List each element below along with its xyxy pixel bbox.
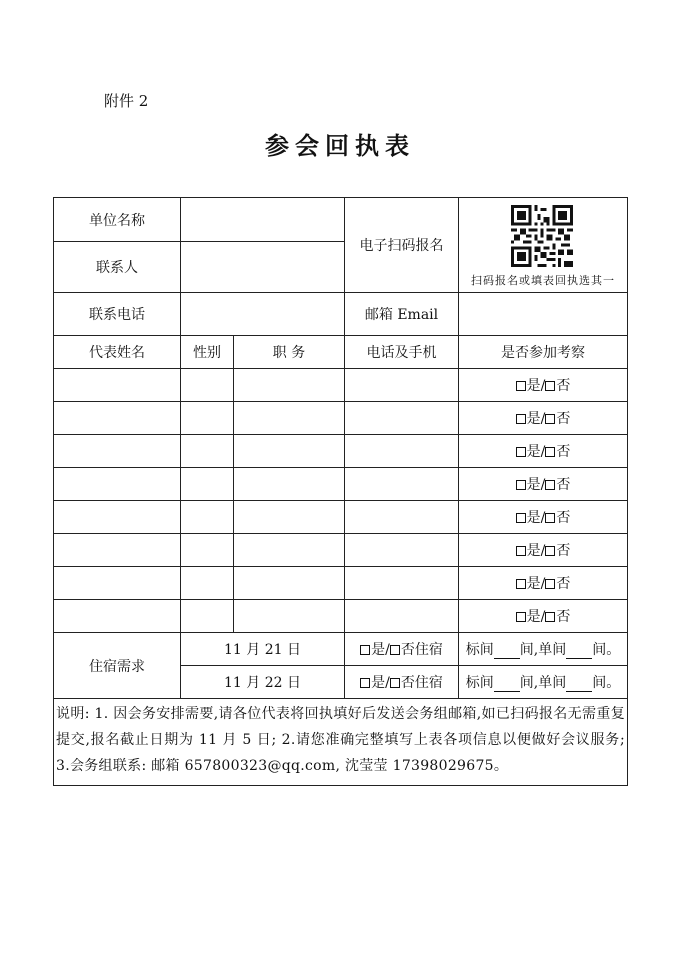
title-cell[interactable]	[234, 369, 345, 402]
no-checkbox[interactable]	[545, 513, 555, 523]
no-checkbox[interactable]	[545, 447, 555, 457]
lodging-yes-checkbox[interactable]	[360, 645, 370, 655]
col-header-visit: 是否参加考察	[459, 336, 628, 369]
table-row	[54, 435, 628, 468]
room-request	[459, 666, 628, 699]
name-cell[interactable]	[54, 402, 181, 435]
yes-label: 是	[526, 609, 541, 625]
col-header-name: 代表姓名	[54, 336, 181, 369]
gender-cell[interactable]	[181, 435, 234, 468]
name-cell[interactable]	[54, 567, 181, 600]
title-cell[interactable]	[234, 435, 345, 468]
scan-register-label: 电子扫码报名	[345, 198, 459, 293]
separator: /	[540, 576, 546, 592]
qr-cell	[459, 198, 628, 293]
separator: /	[385, 642, 390, 658]
lodging-no-label: 否住宿	[400, 642, 443, 658]
yes-checkbox[interactable]	[516, 612, 526, 622]
qr-code-icon[interactable]	[511, 205, 573, 267]
gender-cell[interactable]	[181, 534, 234, 567]
yes-checkbox[interactable]	[516, 513, 526, 523]
no-checkbox[interactable]	[545, 579, 555, 589]
title-cell[interactable]	[234, 468, 345, 501]
lodging-date: 11 月 21 日	[181, 633, 345, 666]
visit-choice	[459, 567, 628, 600]
room-standard-input[interactable]	[494, 679, 520, 692]
attachment-label: 附件 2	[104, 92, 149, 110]
table-row	[54, 534, 628, 567]
room-standard-label: 标间	[465, 675, 494, 691]
no-label: 否	[556, 477, 571, 493]
title-cell[interactable]	[234, 567, 345, 600]
lodging-no-label: 否住宿	[400, 675, 443, 691]
lodging-label: 住宿需求	[54, 633, 181, 699]
phone-cell[interactable]	[345, 501, 459, 534]
yes-checkbox[interactable]	[516, 579, 526, 589]
phone-cell[interactable]	[345, 402, 459, 435]
lodging-yes-label: 是	[371, 642, 386, 658]
separator: /	[540, 378, 546, 394]
gender-cell[interactable]	[181, 369, 234, 402]
yes-label: 是	[526, 411, 541, 427]
separator: /	[540, 609, 546, 625]
qr-caption: 扫码报名或填表回执选其一	[471, 274, 615, 287]
no-label: 否	[556, 411, 571, 427]
no-checkbox[interactable]	[545, 381, 555, 391]
no-label: 否	[556, 510, 571, 526]
room-single-unit: 间。	[592, 642, 621, 658]
room-standard-unit: 间,	[519, 642, 539, 658]
title-cell[interactable]	[234, 600, 345, 633]
name-cell[interactable]	[54, 534, 181, 567]
lodging-date: 11 月 22 日	[181, 666, 345, 699]
gender-cell[interactable]	[181, 402, 234, 435]
room-standard-unit: 间,	[519, 675, 539, 691]
title-cell[interactable]	[234, 402, 345, 435]
yes-checkbox[interactable]	[516, 414, 526, 424]
title-cell[interactable]	[234, 534, 345, 567]
lodging-no-checkbox[interactable]	[390, 645, 400, 655]
no-label: 否	[556, 444, 571, 460]
no-label: 否	[556, 609, 571, 625]
separator: /	[540, 444, 546, 460]
yes-label: 是	[526, 477, 541, 493]
no-checkbox[interactable]	[545, 546, 555, 556]
yes-label: 是	[526, 576, 541, 592]
separator: /	[540, 510, 546, 526]
lodging-choice	[345, 633, 459, 666]
notes: 说明: 1. 因会务安排需要,请各位代表将回执填好后发送会务组邮箱,如已扫码报名无需重复提交,报名截止日期为 11 月 5 日; 2.请您准确完整填写上表各项信息以便做好会议服务; 3.会务组联系: 邮箱 657800323@qq.com, 沈莹莹 17398029675。	[54, 699, 628, 786]
table-row	[54, 567, 628, 600]
room-single-unit: 间。	[592, 675, 621, 691]
visit-choice	[459, 600, 628, 633]
registration-form	[53, 197, 628, 786]
room-request	[459, 633, 628, 666]
email-field[interactable]	[459, 293, 628, 336]
no-label: 否	[556, 543, 571, 559]
visit-choice	[459, 369, 628, 402]
yes-label: 是	[526, 510, 541, 526]
no-label: 否	[556, 378, 571, 394]
room-single-input[interactable]	[566, 646, 592, 659]
phone-cell[interactable]	[345, 468, 459, 501]
lodging-yes-label: 是	[371, 675, 386, 691]
col-header-title: 职 务	[234, 336, 345, 369]
unit-name-label: 单位名称	[54, 198, 181, 242]
room-standard-label: 标间	[465, 642, 494, 658]
lodging-yes-checkbox[interactable]	[360, 678, 370, 688]
separator: /	[540, 411, 546, 427]
yes-checkbox[interactable]	[516, 480, 526, 490]
table-row	[54, 600, 628, 633]
visit-choice	[459, 501, 628, 534]
room-single-label: 单间	[538, 642, 567, 658]
separator: /	[385, 675, 390, 691]
contact-label: 联系人	[54, 242, 181, 293]
title-cell[interactable]	[234, 501, 345, 534]
name-cell[interactable]	[54, 369, 181, 402]
visit-choice	[459, 435, 628, 468]
room-single-label: 单间	[538, 675, 567, 691]
name-cell[interactable]	[54, 435, 181, 468]
no-checkbox[interactable]	[545, 480, 555, 490]
room-standard-input[interactable]	[494, 646, 520, 659]
name-cell[interactable]	[54, 600, 181, 633]
room-single-input[interactable]	[566, 679, 592, 692]
phone-cell[interactable]	[345, 369, 459, 402]
yes-label: 是	[526, 543, 541, 559]
separator: /	[540, 543, 546, 559]
table-row	[54, 501, 628, 534]
lodging-no-checkbox[interactable]	[390, 678, 400, 688]
visit-choice	[459, 468, 628, 501]
lodging-row	[54, 633, 628, 666]
yes-label: 是	[526, 444, 541, 460]
phone-label: 联系电话	[54, 293, 181, 336]
gender-cell[interactable]	[181, 468, 234, 501]
gender-cell[interactable]	[181, 501, 234, 534]
name-cell[interactable]	[54, 468, 181, 501]
page-title: 参会回执表	[265, 131, 415, 160]
visit-choice	[459, 534, 628, 567]
gender-cell[interactable]	[181, 600, 234, 633]
col-header-gender: 性别	[181, 336, 234, 369]
yes-label: 是	[526, 378, 541, 394]
table-row	[54, 369, 628, 402]
name-cell[interactable]	[54, 501, 181, 534]
phone-cell[interactable]	[345, 534, 459, 567]
phone-cell[interactable]	[345, 435, 459, 468]
phone-field[interactable]	[181, 293, 345, 336]
no-checkbox[interactable]	[545, 414, 555, 424]
column-header-row	[54, 336, 628, 369]
no-label: 否	[556, 576, 571, 592]
lodging-choice	[345, 666, 459, 699]
email-label: 邮箱 Email	[345, 293, 459, 336]
yes-checkbox[interactable]	[516, 546, 526, 556]
no-checkbox[interactable]	[545, 612, 555, 622]
col-header-phone: 电话及手机	[345, 336, 459, 369]
yes-checkbox[interactable]	[516, 447, 526, 457]
contact-field[interactable]	[181, 242, 345, 293]
separator: /	[540, 477, 546, 493]
table-row	[54, 402, 628, 435]
phone-cell[interactable]	[345, 600, 459, 633]
gender-cell[interactable]	[181, 567, 234, 600]
phone-cell[interactable]	[345, 567, 459, 600]
unit-name-field[interactable]	[181, 198, 345, 242]
table-row	[54, 468, 628, 501]
yes-checkbox[interactable]	[516, 381, 526, 391]
visit-choice	[459, 402, 628, 435]
